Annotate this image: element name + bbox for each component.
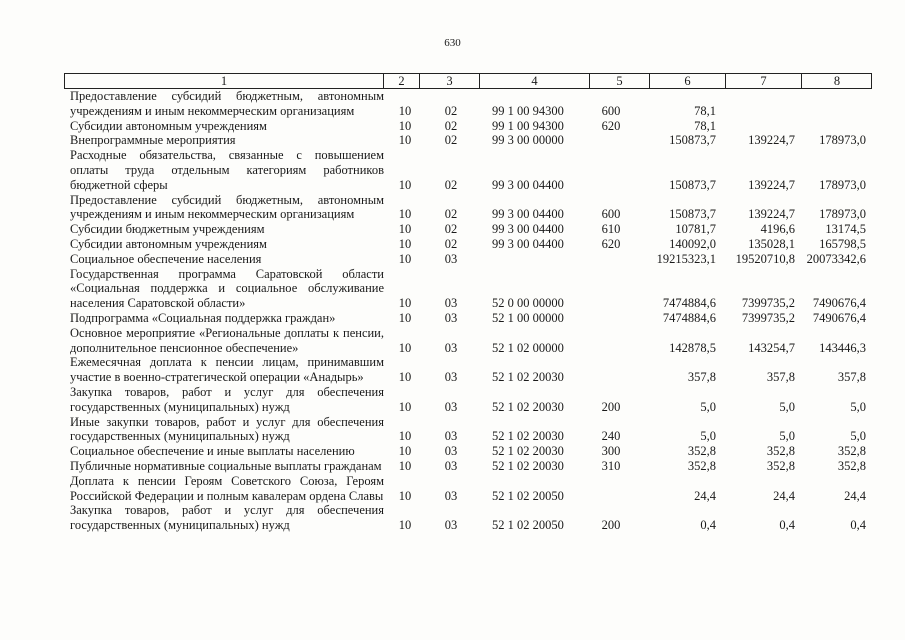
- row-cell-c8: 178973,0: [819, 177, 866, 192]
- row-cell-c8: 5,0: [850, 429, 866, 444]
- table-row: [0, 89, 905, 119]
- row-description: Публичные нормативные социальные выплаты гражданам: [70, 458, 382, 473]
- table-row: [0, 474, 905, 504]
- row-cell-c5: 600: [601, 103, 621, 118]
- row-cell-c4: 52 1 02 20030: [492, 429, 564, 444]
- row-cell-c7: 139224,7: [748, 177, 795, 192]
- row-description: Расходные обязательства, связанные с повышением оплаты труда отдельным категориям работников бюджетной сферы: [70, 148, 384, 192]
- header-col-1: 1: [65, 74, 384, 88]
- row-cell-c5: 620: [601, 236, 621, 251]
- row-cell-c3: 02: [444, 118, 458, 133]
- header-col-2: 2: [384, 74, 420, 88]
- row-cell-c5: 310: [601, 458, 621, 473]
- row-cell-c8: 352,8: [837, 444, 866, 459]
- row-description: Субсидии бюджетным учреждениям: [70, 222, 265, 237]
- row-cell-c6: 5,0: [700, 399, 716, 414]
- row-cell-c2: 10: [398, 177, 412, 192]
- row-cell-c2: 10: [398, 340, 412, 355]
- row-cell-c5: 200: [601, 518, 621, 533]
- row-cell-c3: 02: [444, 222, 458, 237]
- row-description: Социальное обеспечение и иные выплаты населению: [70, 444, 355, 459]
- row-cell-c2: 10: [398, 118, 412, 133]
- row-cell-c2: 10: [398, 251, 412, 266]
- row-cell-c3: 03: [444, 310, 458, 325]
- row-cell-c3: 02: [444, 236, 458, 251]
- row-description: Социальное обеспечение населения: [70, 251, 262, 266]
- row-cell-c5: 240: [601, 429, 621, 444]
- row-cell-c7: 7399735,2: [741, 310, 795, 325]
- table-row: [0, 252, 905, 267]
- row-cell-c4: 99 3 00 04400: [492, 207, 564, 222]
- table-row: [0, 311, 905, 326]
- row-cell-c7: 139224,7: [748, 207, 795, 222]
- row-cell-c4: 52 1 02 20030: [492, 399, 564, 414]
- row-cell-c3: 03: [444, 296, 458, 311]
- row-cell-c3: 03: [444, 458, 458, 473]
- table-row: [0, 267, 905, 311]
- row-cell-c3: 02: [444, 103, 458, 118]
- row-cell-c3: 02: [444, 207, 458, 222]
- row-description: Закупка товаров, работ и услуг для обеспечения государственных (муниципальных) нужд: [70, 384, 384, 414]
- row-cell-c5: 600: [601, 207, 621, 222]
- row-cell-c6: 357,8: [687, 370, 716, 385]
- row-cell-c8: 165798,5: [819, 236, 866, 251]
- row-cell-c6: 352,8: [687, 458, 716, 473]
- row-cell-c6: 150873,7: [669, 177, 716, 192]
- row-cell-c8: 20073342,6: [806, 251, 866, 266]
- table-row: [0, 237, 905, 252]
- row-cell-c5: 200: [601, 399, 621, 414]
- row-cell-c4: 99 3 00 04400: [492, 222, 564, 237]
- row-cell-c4: 99 3 00 04400: [492, 177, 564, 192]
- row-cell-c8: 352,8: [837, 458, 866, 473]
- row-cell-c7: 135028,1: [748, 236, 795, 251]
- row-cell-c6: 150873,7: [669, 133, 716, 148]
- row-cell-c8: 0,4: [850, 518, 866, 533]
- row-cell-c5: 610: [601, 222, 621, 237]
- row-description: Основное мероприятие «Региональные доплаты к пенсии, дополнительное пенсионное обеспечение»: [70, 325, 384, 355]
- row-cell-c2: 10: [398, 133, 412, 148]
- row-cell-c4: 52 1 02 20050: [492, 518, 564, 533]
- row-cell-c7: 352,8: [766, 458, 795, 473]
- row-cell-c2: 10: [398, 103, 412, 118]
- table-row: [0, 444, 905, 459]
- table-header: [64, 73, 872, 89]
- table-row: [0, 355, 905, 385]
- row-description: Предоставление субсидий бюджетным, автономным учреждениям и иным некоммерческим организациям: [70, 192, 384, 222]
- row-cell-c7: 139224,7: [748, 133, 795, 148]
- header-col-7: 7: [726, 74, 802, 88]
- row-cell-c2: 10: [398, 518, 412, 533]
- row-cell-c6: 7474884,6: [662, 296, 716, 311]
- row-cell-c4: 99 1 00 94300: [492, 103, 564, 118]
- row-cell-c6: 7474884,6: [662, 310, 716, 325]
- row-cell-c2: 10: [398, 236, 412, 251]
- row-cell-c3: 03: [444, 370, 458, 385]
- row-description: Государственная программа Саратовской области «Социальная поддержка и социальное обслуживание населения Саратовской области»: [70, 266, 384, 311]
- row-cell-c7: 357,8: [766, 370, 795, 385]
- row-cell-c8: 178973,0: [819, 207, 866, 222]
- row-cell-c4: 52 1 02 20030: [492, 458, 564, 473]
- row-cell-c2: 10: [398, 399, 412, 414]
- row-cell-c3: 02: [444, 133, 458, 148]
- row-cell-c7: 19520710,8: [735, 251, 795, 266]
- row-cell-c6: 142878,5: [669, 340, 716, 355]
- row-cell-c4: 52 1 02 00000: [492, 340, 564, 355]
- table-row: [0, 222, 905, 237]
- row-cell-c4: 52 0 00 00000: [492, 296, 564, 311]
- row-cell-c6: 78,1: [694, 103, 716, 118]
- row-cell-c8: 178973,0: [819, 133, 866, 148]
- header-col-6: 6: [650, 74, 726, 88]
- row-cell-c4: 52 1 00 00000: [492, 310, 564, 325]
- row-cell-c7: 7399735,2: [741, 296, 795, 311]
- row-cell-c7: 5,0: [779, 429, 795, 444]
- row-description: Закупка товаров, работ и услуг для обеспечения государственных (муниципальных) нужд: [70, 503, 384, 533]
- row-cell-c2: 10: [398, 458, 412, 473]
- row-cell-c7: 24,4: [773, 488, 795, 503]
- table-row: [0, 133, 905, 148]
- header-col-8: 8: [833, 74, 841, 88]
- row-cell-c6: 140092,0: [669, 236, 716, 251]
- row-description: Субсидии автономным учреждениям: [70, 236, 267, 251]
- row-description: Иные закупки товаров, работ и услуг для обеспечения государственных (муниципальных) нужд: [70, 414, 384, 444]
- row-cell-c2: 10: [398, 488, 412, 503]
- row-cell-c6: 5,0: [700, 429, 716, 444]
- row-cell-c6: 352,8: [687, 444, 716, 459]
- table-body: [0, 89, 905, 533]
- table-row: [0, 148, 905, 192]
- row-cell-c8: 7490676,4: [812, 296, 866, 311]
- table-row: [0, 459, 905, 474]
- row-cell-c3: 03: [444, 399, 458, 414]
- header-col-4: 4: [480, 74, 590, 88]
- row-cell-c3: 03: [444, 488, 458, 503]
- row-cell-c2: 10: [398, 310, 412, 325]
- row-cell-c2: 10: [398, 429, 412, 444]
- row-cell-c6: 78,1: [694, 118, 716, 133]
- row-cell-c4: 52 1 02 20030: [492, 370, 564, 385]
- row-cell-c4: 99 3 00 04400: [492, 236, 564, 251]
- row-cell-c7: 143254,7: [748, 340, 795, 355]
- table-row: [0, 326, 905, 356]
- row-cell-c7: 352,8: [766, 444, 795, 459]
- row-cell-c6: 10781,7: [675, 222, 716, 237]
- table-row: [0, 385, 905, 415]
- header-col-3: 3: [420, 74, 480, 88]
- header-col-5: 5: [590, 74, 650, 88]
- page-number: 630: [444, 37, 461, 49]
- row-cell-c2: 10: [398, 444, 412, 459]
- row-cell-c4: 99 3 00 00000: [492, 133, 564, 148]
- row-cell-c8: 13174,5: [825, 222, 866, 237]
- row-cell-c8: 5,0: [850, 399, 866, 414]
- row-cell-c6: 150873,7: [669, 207, 716, 222]
- row-cell-c8: 24,4: [844, 488, 866, 503]
- row-cell-c3: 03: [444, 518, 458, 533]
- row-description: Внепрограммные мероприятия: [70, 133, 236, 148]
- row-cell-c7: 5,0: [779, 399, 795, 414]
- row-cell-c7: 0,4: [779, 518, 795, 533]
- row-cell-c4: 52 1 02 20030: [492, 444, 564, 459]
- row-cell-c5: 620: [601, 118, 621, 133]
- table-row: [0, 415, 905, 445]
- row-cell-c3: 03: [444, 444, 458, 459]
- row-cell-c3: 03: [444, 429, 458, 444]
- row-cell-c7: 4196,6: [760, 222, 795, 237]
- table-row: [0, 503, 905, 533]
- row-cell-c8: 143446,3: [819, 340, 866, 355]
- row-cell-c3: 03: [444, 340, 458, 355]
- row-cell-c2: 10: [398, 296, 412, 311]
- row-cell-c4: 99 1 00 94300: [492, 118, 564, 133]
- table-row: [0, 119, 905, 134]
- row-cell-c6: 0,4: [700, 518, 716, 533]
- row-description: Подпрограмма «Социальная поддержка граждан»: [70, 310, 336, 325]
- row-cell-c2: 10: [398, 222, 412, 237]
- row-cell-c6: 19215323,1: [656, 251, 716, 266]
- row-cell-c2: 10: [398, 370, 412, 385]
- row-description: Предоставление субсидий бюджетным, автономным учреждениям и иным некоммерческим организациям: [70, 89, 384, 118]
- table-row: [0, 193, 905, 223]
- row-cell-c3: 03: [444, 251, 458, 266]
- row-cell-c3: 02: [444, 177, 458, 192]
- row-cell-c5: 300: [601, 444, 621, 459]
- row-cell-c6: 24,4: [694, 488, 716, 503]
- row-cell-c4: 52 1 02 20050: [492, 488, 564, 503]
- row-description: Доплата к пенсии Героям Советского Союза, Героям Российской Федерации и полным кавалерам ордена Славы: [70, 473, 384, 503]
- row-cell-c2: 10: [398, 207, 412, 222]
- row-cell-c8: 7490676,4: [812, 310, 866, 325]
- row-description: Субсидии автономным учреждениям: [70, 118, 267, 133]
- row-cell-c8: 357,8: [837, 370, 866, 385]
- row-description: Ежемесячная доплата к пенсии лицам, принимавшим участие в военно-стратегической операции «Анадырь»: [70, 355, 384, 385]
